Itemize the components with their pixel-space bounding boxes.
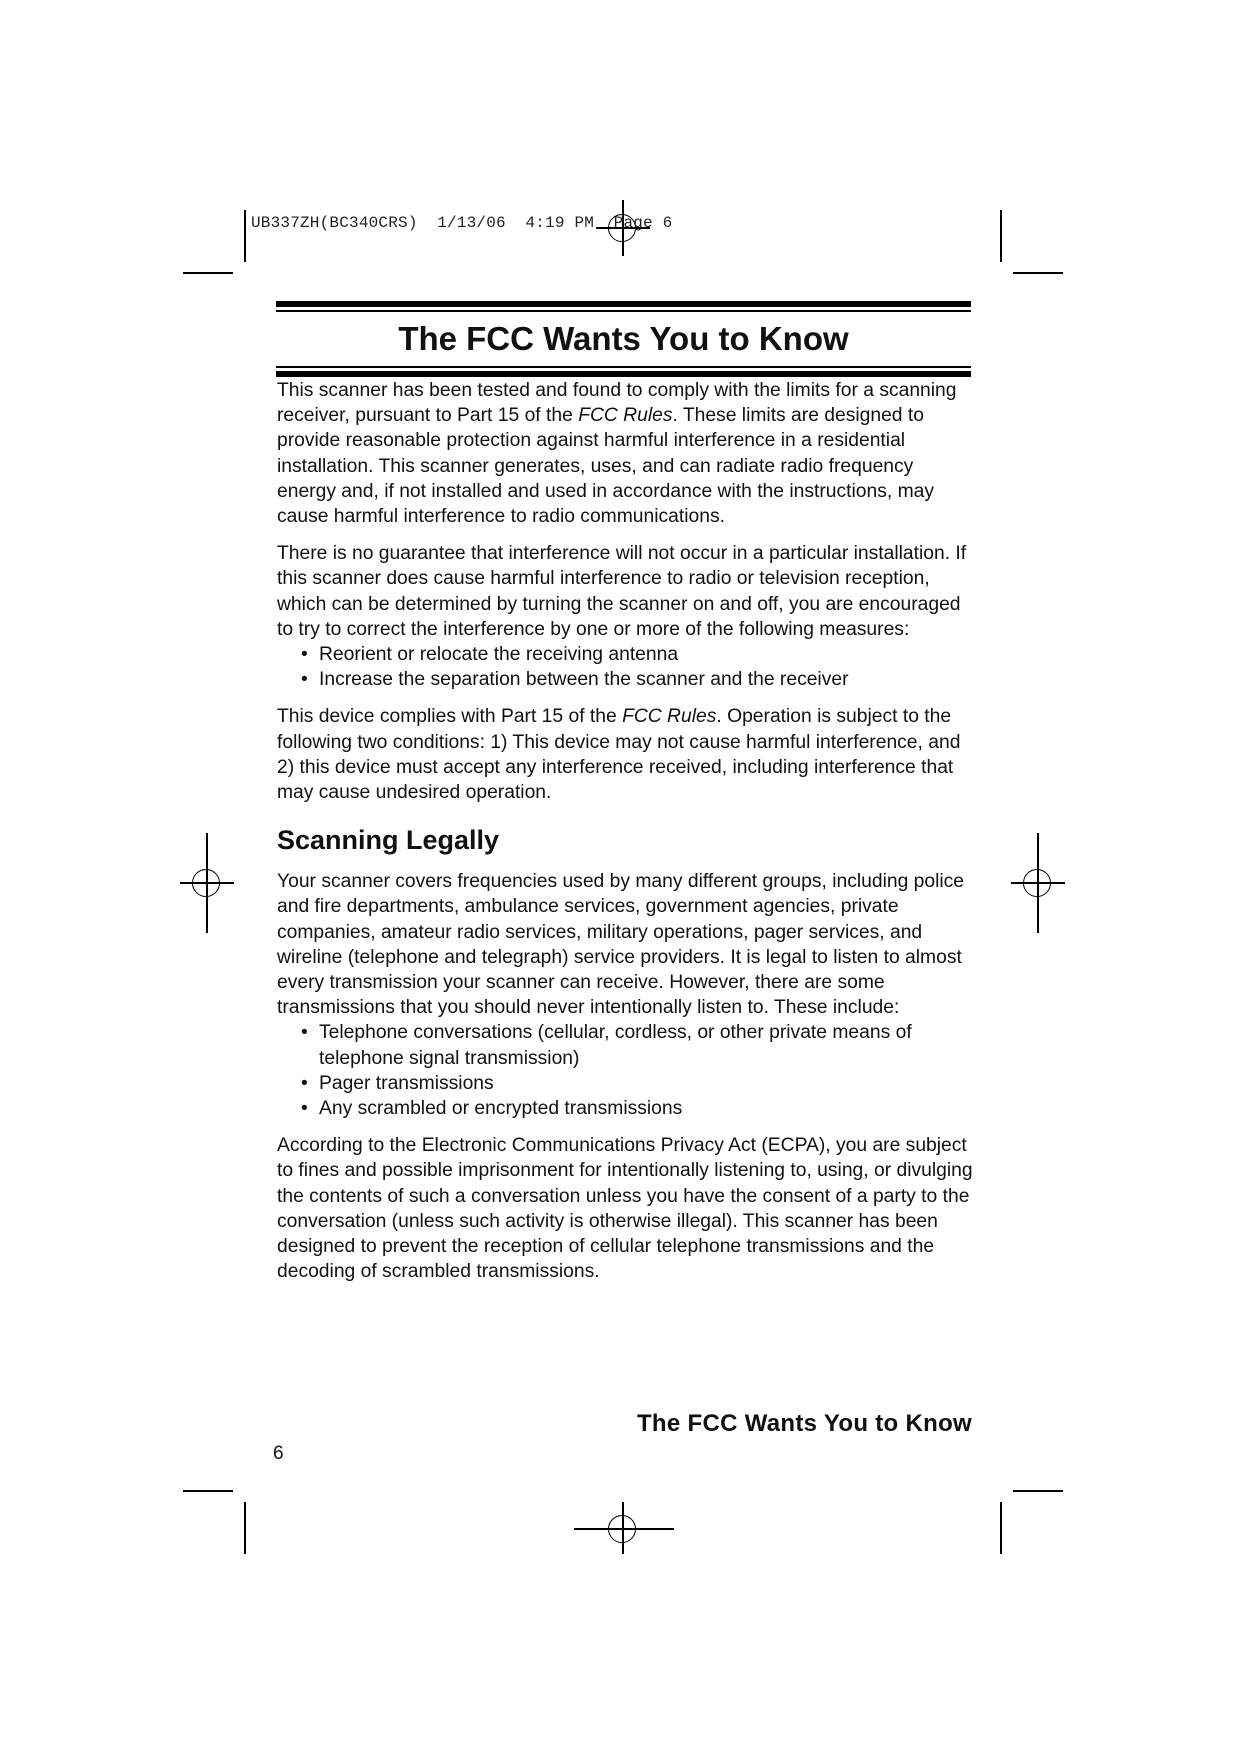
- crop-mark-bottom-left-horizontal: [183, 1490, 233, 1492]
- list-item: • Pager transmissions: [277, 1071, 977, 1096]
- bullet-icon: •: [301, 1022, 308, 1044]
- crop-mark-bottom-left-vertical: [244, 1502, 246, 1554]
- crop-mark-top-left-vertical: [244, 210, 246, 262]
- title-rule-bottom-thick: [276, 371, 971, 377]
- crop-mark-top-left-horizontal: [183, 272, 233, 274]
- section-heading-scanning-legally: Scanning Legally: [277, 825, 500, 856]
- running-footer-title: The FCC Wants You to Know: [636, 1410, 972, 1437]
- intro-paragraph-3: This device complies with Part 15 of the FCC Rules. Operation is subject to the following two conditions: 1) This device may not cause harmful interference, and 2) this device must accept any interference received, including interference that may cause undesired operation.: [277, 706, 961, 804]
- list-item: • Telephone conversations (cellular, cordless, or other private means of telephone signal transmission): [301, 1022, 912, 1069]
- intro-paragraph-1: This scanner has been tested and found to comply with the limits for a scanning receiver, pursuant to Part 15 of the FCC Rules. These limits are designed to provide reasonable protection against harmful interference in a residential installation. This scanner generates, uses, and can radiate radio frequency energy and, if not installed and used in accordance with the instructions, may cause harmful interference to radio communications.: [277, 380, 957, 528]
- list-item: • Reorient or relocate the receiving antenna: [277, 642, 977, 667]
- print-slug: UB337ZH(BC340CRS) 1/13/06 4:19 PM Page 6: [251, 214, 673, 232]
- list-item: • Increase the separation between the scanner and the receiver: [277, 667, 977, 692]
- crop-mark-bottom-right-horizontal: [1013, 1490, 1063, 1492]
- bullet-icon: •: [301, 644, 308, 666]
- title-rule-bottom-thin: [276, 366, 971, 368]
- prohibited-transmissions-list: [277, 1020, 977, 1121]
- bullet-icon: •: [301, 1098, 308, 1120]
- crop-mark-bottom-right-vertical: [1000, 1502, 1002, 1554]
- interference-measures-list: [277, 642, 977, 692]
- crop-mark-top-right-horizontal: [1013, 272, 1063, 274]
- scanning-paragraph-1: Your scanner covers frequencies used by many different groups, including police and fire departments, ambulance services, government agencies, private companies, amateur radio services, military operations, pager services, and wireline (telephone and telegraph) service providers. It is legal to listen to almost every transmission your scanner can receive. However, there are some transmissions that you should never intentionally listen to. These include:: [277, 871, 965, 1019]
- list-item: • Any scrambled or encrypted transmissions: [277, 1096, 977, 1121]
- title-rule-top-thick: [276, 301, 971, 307]
- fcc-rules-italic: FCC Rules: [578, 405, 673, 427]
- main-content: [277, 378, 977, 1297]
- fcc-rules-italic: FCC Rules: [622, 706, 717, 728]
- page-title: The FCC Wants You to Know: [398, 320, 849, 357]
- crop-mark-top-right-vertical: [1000, 210, 1002, 262]
- title-banner: [276, 301, 971, 377]
- intro-paragraph-2: There is no guarantee that interference will not occur in a particular installation. If this scanner does cause harmful interference to radio or television reception, which can be determined by turning the scanner on and off, you are encouraged to try to correct the interference by one or more of the following measures:: [277, 543, 967, 640]
- scanning-paragraph-2: According to the Electronic Communications Privacy Act (ECPA), you are subject to fines and possible imprisonment for intentionally listening to, using, or divulging the contents of such a conversation unless you have the consent of a party to the conversation (unless such activity is otherwise illegal). This scanner has been designed to prevent the reception of cellular telephone transmissions and the decoding of scrambled transmissions.: [277, 1135, 973, 1283]
- title-rule-top-thin: [276, 310, 971, 312]
- page-number: 6: [273, 1443, 284, 1464]
- bullet-icon: •: [301, 1072, 308, 1094]
- bullet-icon: •: [301, 669, 308, 691]
